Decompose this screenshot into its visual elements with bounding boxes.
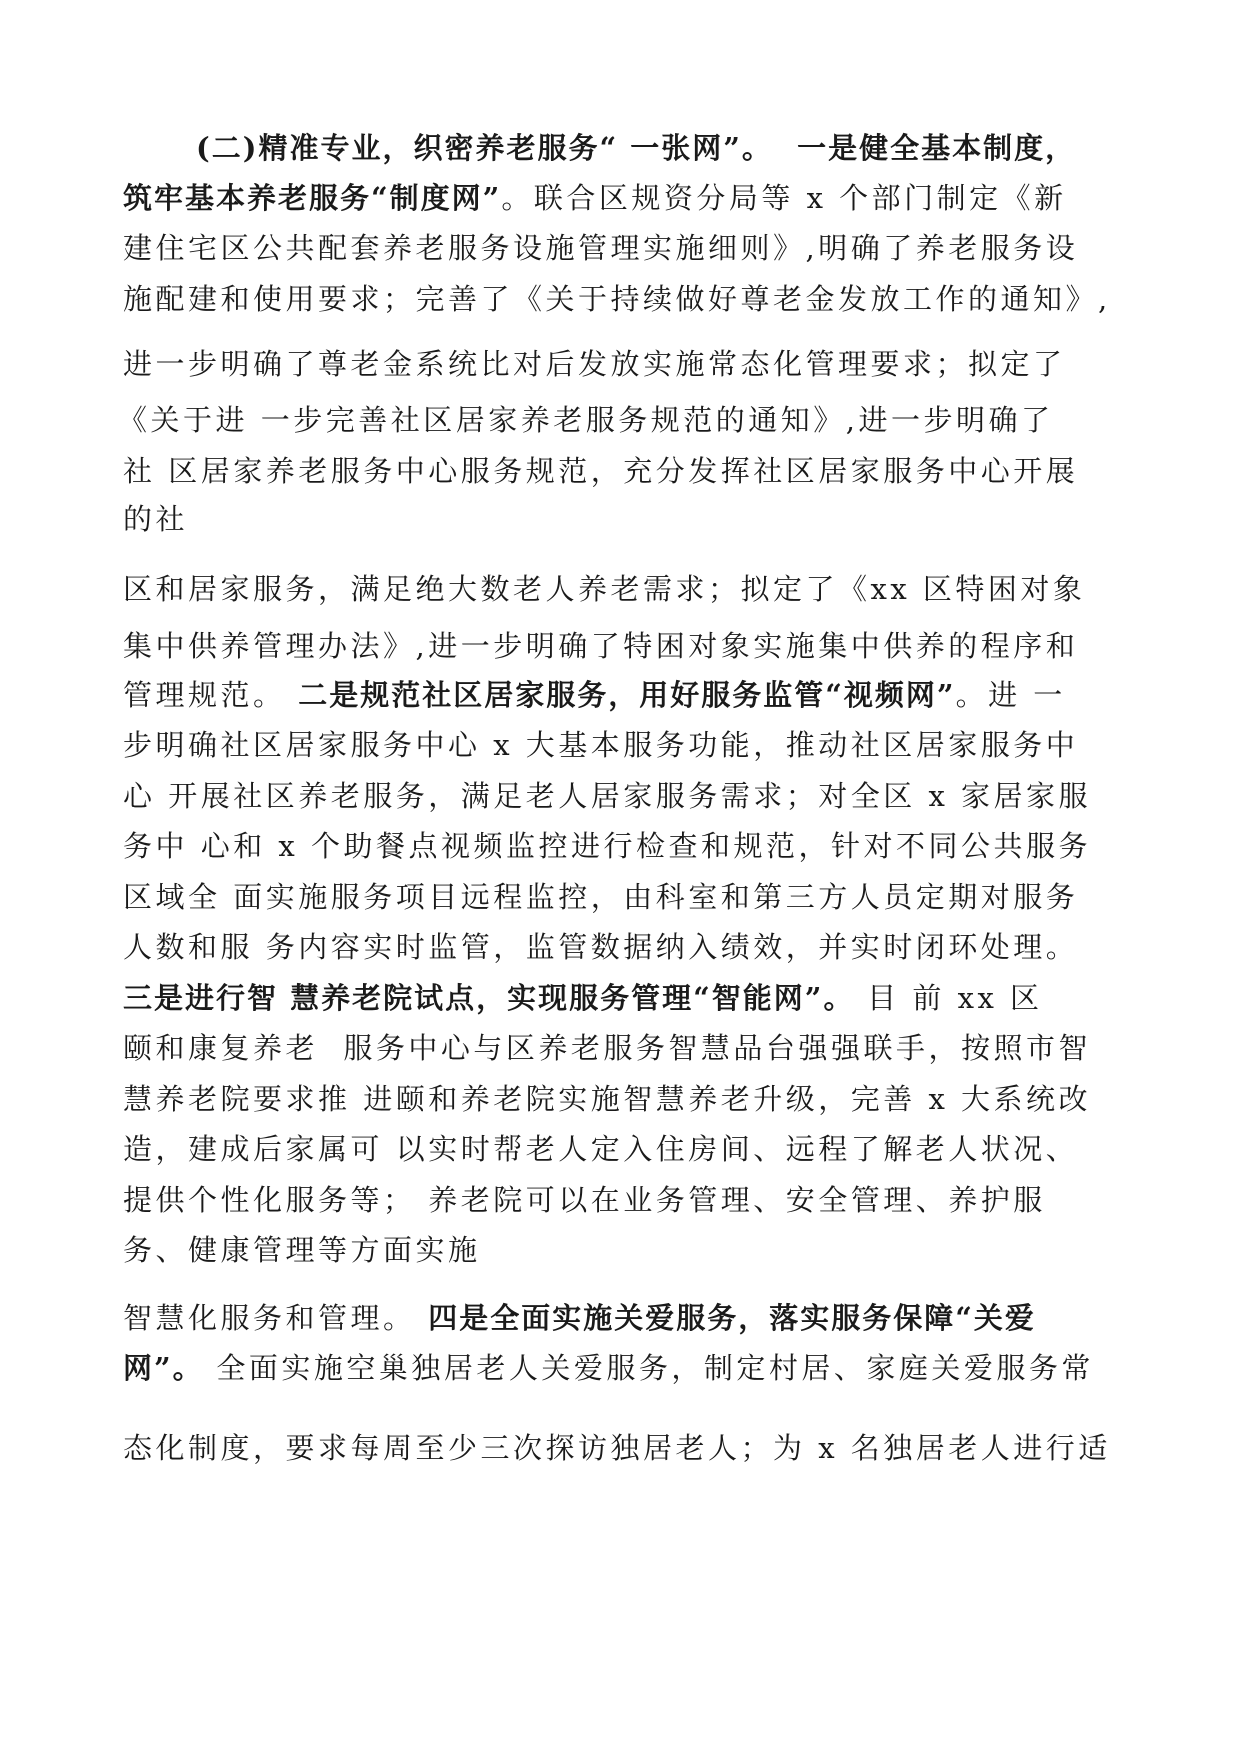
paragraph-line	[123, 628, 1078, 664]
paragraph-line	[196, 130, 1076, 166]
paragraph-line	[123, 1030, 1091, 1066]
paragraph-line	[123, 346, 1066, 382]
paragraph-line	[123, 929, 1078, 965]
body-text: 进一步明确了尊老金系统比对后发放实施常态化管理要求；拟定了	[123, 347, 1066, 381]
body-text: 造，建成后家属可 以实时帮老人定入住房间、远程了解老人状况、	[123, 1132, 1079, 1166]
body-text: 目 前 xx 区	[854, 981, 1043, 1015]
body-text: 务、健康管理等方面实施	[123, 1233, 481, 1267]
body-text: 颐和康复养老 服务中心与区养老服务智慧品台强强联手，按照市智	[123, 1031, 1091, 1065]
bold-heading: 三是进行智 慧养老院试点，实现服务管理“智能网”。	[123, 981, 855, 1015]
body-text: 心 开展社区养老服务，满足老人居家服务需求；对全区 x 家居家服	[123, 779, 1092, 813]
body-text: 人数和服 务内容实时监管，监管数据纳入绩效，并实时闭环处理。	[123, 930, 1079, 964]
body-text: 。联合区规资分局等 x 个部门制定《新	[501, 181, 1067, 215]
paragraph-line	[123, 677, 1066, 713]
paragraph-line	[123, 1081, 1091, 1117]
paragraph-line	[118, 402, 1053, 438]
paragraph-line	[123, 1182, 1046, 1218]
body-text: 的社	[123, 502, 189, 536]
body-text: 区和居家服务，满足绝大数老人养老需求；拟定了《xx 区特困对象	[123, 572, 1086, 606]
bold-heading: 筑牢基本养老服务“制度网”	[123, 181, 502, 215]
paragraph-line	[123, 1300, 1036, 1336]
body-text: 提供个性化服务等； 养老院可以在业务管理、安全管理、养护服	[123, 1183, 1046, 1217]
body-text: 区域全 面实施服务项目远程监控，由科室和第三方人员定期对服务	[123, 880, 1079, 914]
paragraph-line	[123, 778, 1091, 814]
body-text: 《关于进 一步完善社区居家养老服务规范的通知》,进一步明确了	[118, 403, 1054, 437]
paragraph-line	[123, 281, 1111, 317]
bold-heading: 二是规范社区居家服务，用好服务监管“视频网”	[298, 678, 956, 712]
paragraph-line	[123, 1430, 1111, 1466]
body-text: 慧养老院要求推 进颐和养老院实施智慧养老升级，完善 x 大系统改	[123, 1082, 1092, 1116]
body-text: 务中 心和 x 个助餐点视频监控进行检查和规范，针对不同公共服务	[123, 829, 1092, 863]
bold-heading: 网”。	[123, 1351, 204, 1385]
paragraph-line	[123, 571, 1085, 607]
paragraph-line	[123, 501, 188, 537]
bold-heading: (二)精准专业，织密养老服务“ 一张网”。 一是健全基本制度，	[196, 131, 1077, 165]
paragraph-line	[123, 453, 1078, 489]
body-text: 。进 一	[955, 678, 1066, 712]
paragraph-line	[123, 828, 1091, 864]
paragraph-line	[123, 1232, 481, 1268]
body-text: 施配建和使用要求；完善了《关于持续做好尊老金发放工作的通知》,	[123, 282, 1111, 316]
body-text: 智慧化服务和管理。	[123, 1301, 429, 1335]
paragraph-line	[123, 180, 1067, 216]
body-text: 步明确社区居家服务中心 x 大基本服务功能，推动社区居家服务中	[123, 728, 1079, 762]
body-text: 社 区居家养老服务中心服务规范，充分发挥社区居家服务中心开展	[123, 454, 1079, 488]
body-text: 建住宅区公共配套养老服务设施管理实施细则》,明确了养老服务设	[123, 231, 1079, 265]
bold-heading: 四是全面实施关爱服务，落实服务保障“关爱	[428, 1301, 1036, 1335]
body-text: 集中供养管理办法》,进一步明确了特困对象实施集中供养的程序和	[123, 629, 1079, 663]
body-text: 管理规范。	[123, 678, 299, 712]
paragraph-line	[123, 1131, 1078, 1167]
paragraph-line	[123, 879, 1078, 915]
paragraph-line	[123, 1350, 1094, 1386]
body-text: 态化制度，要求每周至少三次探访独居老人；为 x 名独居老人进行适	[123, 1431, 1111, 1465]
body-text: 全面实施空巢独居老人关爱服务，制定村居、家庭关爱服务常	[203, 1351, 1094, 1385]
paragraph-line	[123, 727, 1078, 763]
paragraph-line	[123, 230, 1078, 266]
paragraph-line	[123, 980, 1043, 1016]
